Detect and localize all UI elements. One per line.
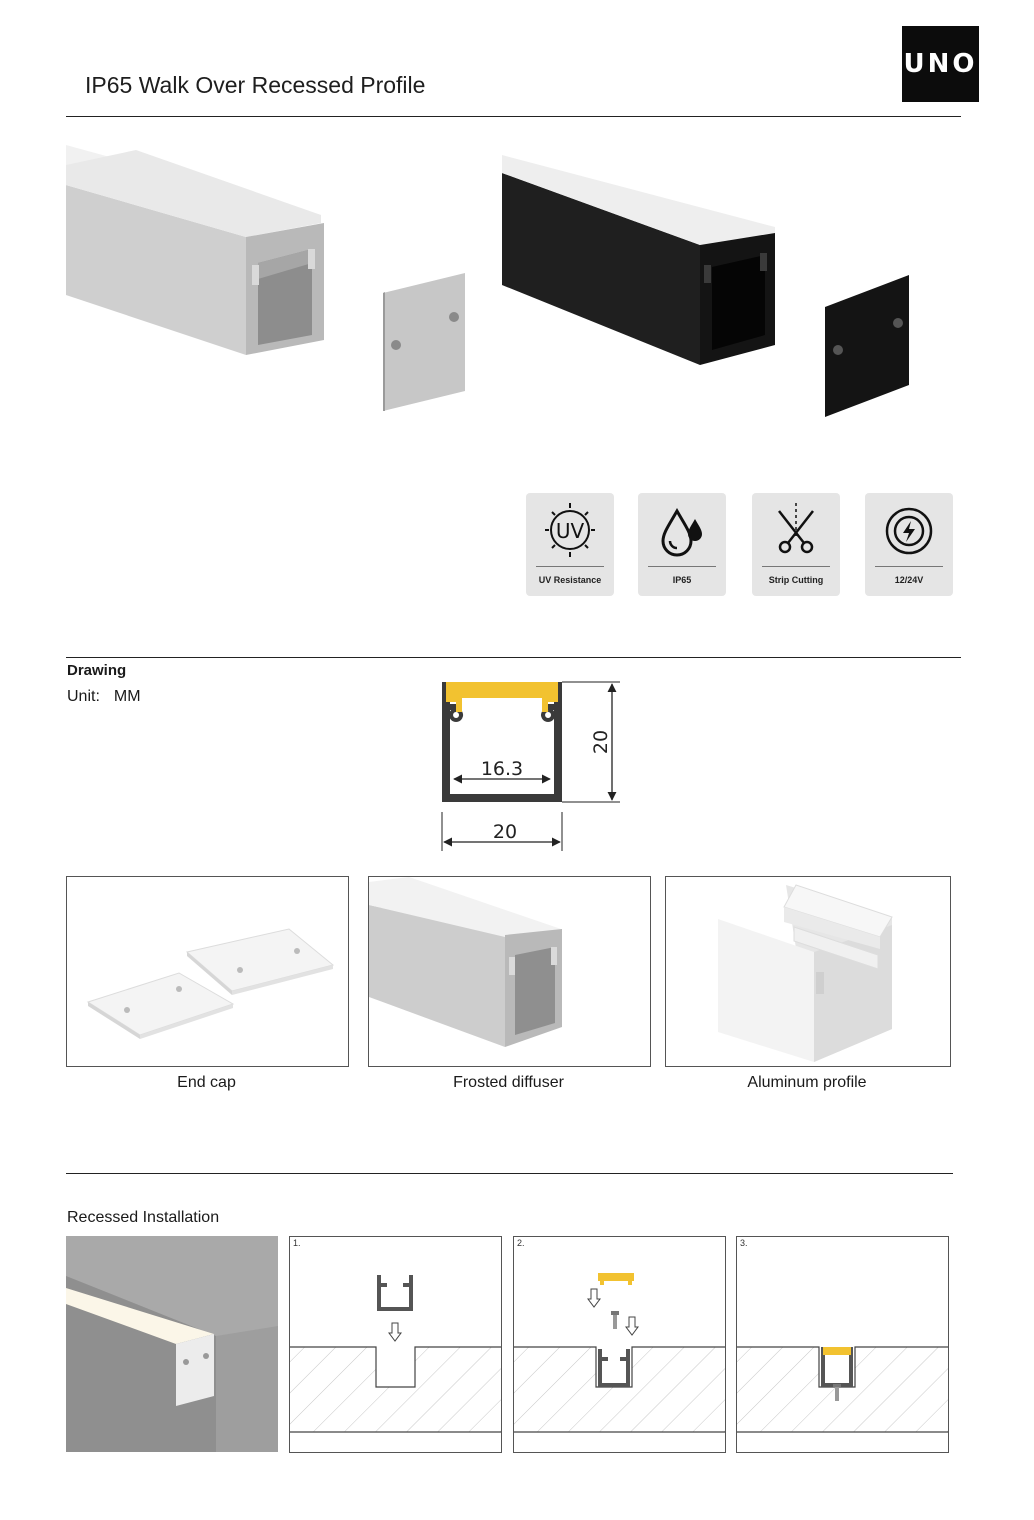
feature-badge-ip65 [638,493,726,596]
brand-logo: UNO [902,26,979,102]
install-step-2 [513,1236,726,1453]
feature-label: Strip Cutting [768,575,824,585]
height-dimension: 20 [590,729,612,755]
feature-badge-strip-cutting [752,493,840,596]
install-step-1 [289,1236,502,1453]
step-number: 2. [517,1238,525,1248]
installation-divider [66,1173,953,1174]
unit-label: Unit: [67,688,100,705]
page-title: IP65 Walk Over Recessed Profile [85,72,426,98]
installation-title: Recessed Installation [67,1209,220,1226]
component-aluminum-profile [665,876,951,1067]
inner-width-dimension: 16.3 [480,758,524,780]
drawing-title: Drawing [67,662,127,679]
feature-label: UV Resistance [538,575,602,585]
water-drops-icon [657,501,707,559]
silver-profile-image [66,145,486,420]
feature-badge-uv [526,493,614,596]
aluminum-profile-image [666,877,950,1066]
unit-row [67,688,141,706]
feature-label: IP65 [672,575,692,585]
feature-badge-voltage [865,493,953,596]
component-end-cap [66,876,349,1067]
uv-sun-icon [545,501,595,559]
outer-width-dimension: 20 [492,821,518,843]
end-cap-image [67,877,348,1066]
component-frosted-diffuser [368,876,651,1067]
black-profile-image [500,155,920,425]
cross-section-drawing [430,676,630,856]
component-caption: End cap [177,1074,236,1091]
power-bolt-icon [884,501,934,559]
frosted-diffuser-image [369,877,650,1066]
unit-value: MM [113,688,141,705]
installed-photo [66,1236,278,1452]
header-divider [66,116,961,117]
svg-text:UV: UV [555,519,585,543]
component-caption: Frosted diffuser [453,1074,564,1091]
step-number: 3. [740,1238,748,1248]
scissors-icon [771,501,821,559]
drawing-divider [66,657,961,658]
install-step-3 [736,1236,949,1453]
step-number: 1. [293,1238,301,1248]
component-caption: Aluminum profile [747,1074,867,1091]
feature-label: 12/24V [894,575,924,585]
